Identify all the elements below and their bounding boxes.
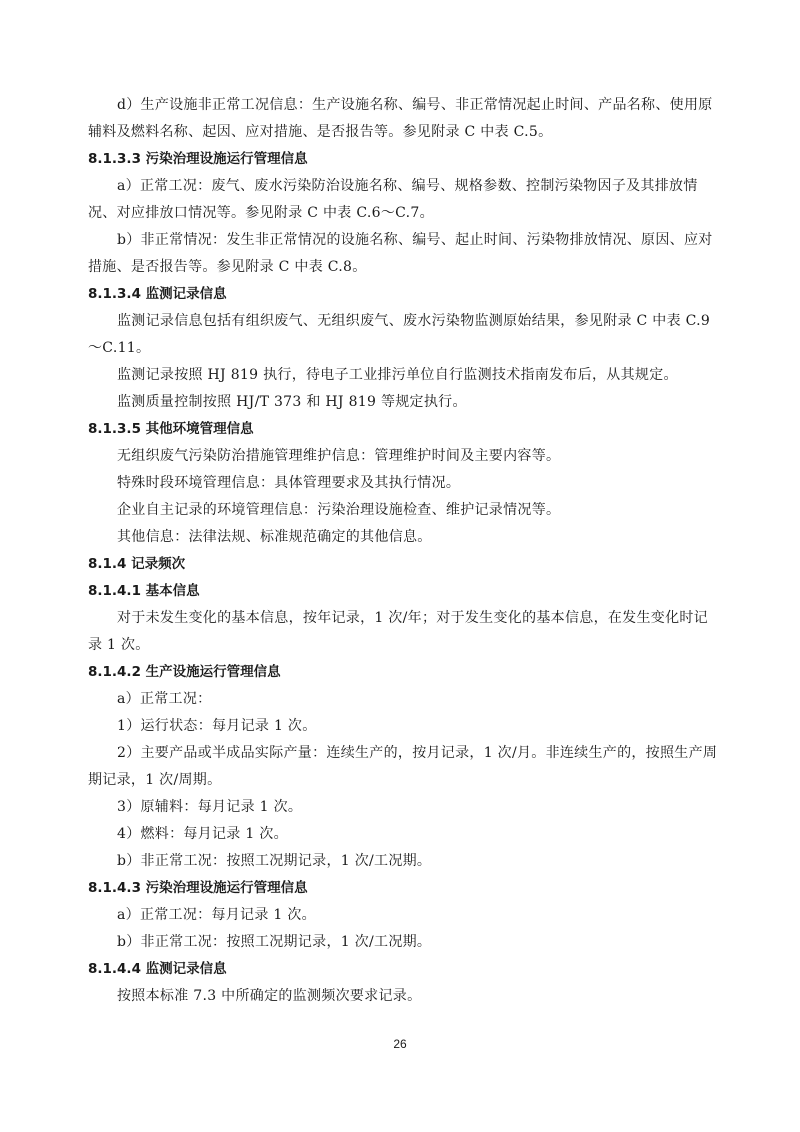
page-number: 26 — [393, 1037, 407, 1051]
paragraph: 监测记录信息包括有组织废气、无组织废气、废水污染物监测原始结果，参见附录 C 中表 C.9～C.11。 — [88, 313, 711, 356]
paragraph: 企业自主记录的环境管理信息：污染治理设施检查、维护记录情况等。 — [117, 502, 561, 518]
paragraph: a）正常工况：废气、废水污染防治设施名称、编号、规格参数、控制污染物因子及其排放情况、对应排放口情况等。参见附录 C 中表 C.6～C.7。 — [88, 178, 698, 221]
paragraph: b）非正常情况：发生非正常情况的设施名称、编号、起止时间、污染物排放情况、原因、应对措施、是否报告等。参见附录 C 中表 C.8。 — [88, 232, 713, 275]
paragraph: 3）原辅料：每月记录 1 次。 — [117, 799, 303, 815]
section-heading: 8.1.3.4 监测记录信息 — [88, 286, 227, 302]
paragraph: 其他信息：法律法规、标准规范确定的其他信息。 — [117, 529, 432, 545]
document-body — [88, 92, 718, 1010]
paragraph: 对于未发生变化的基本信息，按年记录，1 次/年；对于发生变化的基本信息，在发生变化时记录 1 次。 — [88, 610, 708, 653]
paragraph: 4）燃料：每月记录 1 次。 — [117, 826, 288, 842]
paragraph: b）非正常工况：按照工况期记录，1 次/工况期。 — [117, 853, 432, 869]
section-heading: 8.1.3.5 其他环境管理信息 — [88, 421, 254, 437]
section-heading: 8.1.3.3 污染治理设施运行管理信息 — [88, 151, 308, 167]
paragraph: a）正常工况：每月记录 1 次。 — [117, 907, 316, 923]
section-heading: 8.1.4 记录频次 — [88, 556, 186, 572]
section-heading: 8.1.4.1 基本信息 — [88, 583, 200, 599]
paragraph: 监测记录按照 HJ 819 执行，待电子工业排污单位自行监测技术指南发布后，从其规定。 — [117, 367, 678, 383]
paragraph: 特殊时段环境管理信息：具体管理要求及其执行情况。 — [117, 475, 461, 491]
section-heading: 8.1.4.4 监测记录信息 — [88, 961, 227, 977]
section-heading: 8.1.4.2 生产设施运行管理信息 — [88, 664, 281, 680]
section-heading: 8.1.4.3 污染治理设施运行管理信息 — [88, 880, 308, 896]
paragraph: b）非正常工况：按照工况期记录，1 次/工况期。 — [117, 934, 432, 950]
paragraph: 无组织废气污染防治措施管理维护信息：管理维护时间及主要内容等。 — [117, 448, 561, 464]
paragraph: d）生产设施非正常工况信息：生产设施名称、编号、非正常情况起止时间、产品名称、使用原辅料及燃料名称、起因、应对措施、是否报告等。参见附录 C 中表 C.5。 — [88, 97, 713, 140]
paragraph: a）正常工况： — [117, 691, 212, 707]
paragraph: 2）主要产品或半成品实际产量：连续生产的，按月记录，1 次/月。非连续生产的，按照生产周期记录，1 次/周期。 — [88, 745, 718, 788]
paragraph: 1）运行状态：每月记录 1 次。 — [117, 718, 317, 734]
paragraph: 按照本标准 7.3 中所确定的监测频次要求记录。 — [117, 988, 422, 1004]
paragraph: 监测质量控制按照 HJ/T 373 和 HJ 819 等规定执行。 — [117, 394, 467, 410]
